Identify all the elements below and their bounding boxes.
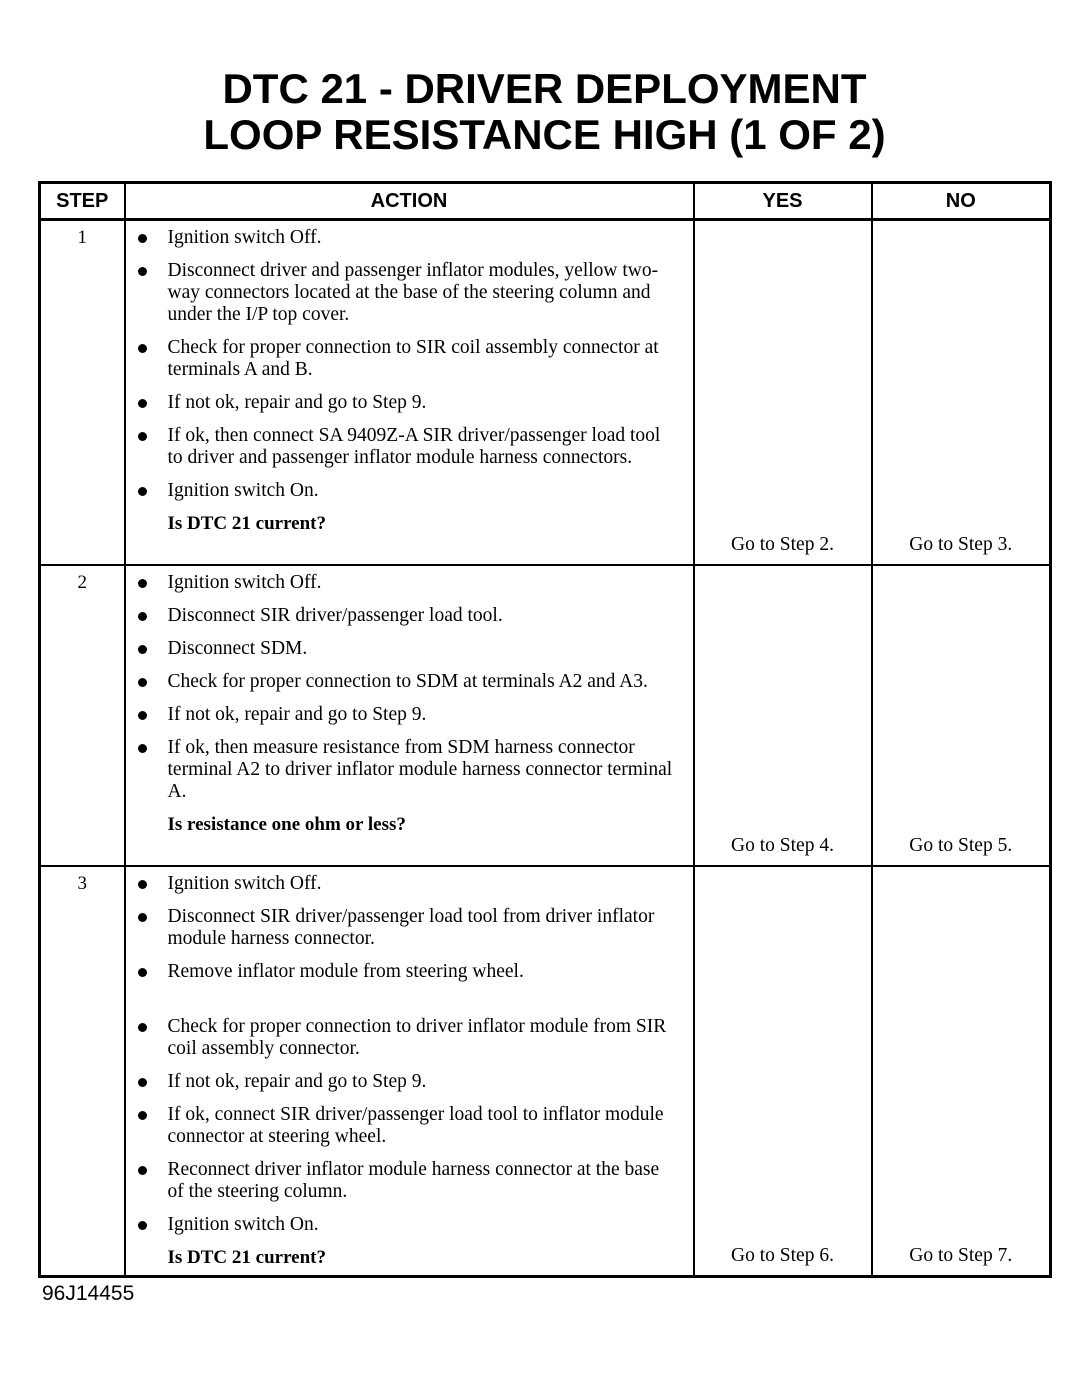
no-result: Go to Step 5. xyxy=(909,834,1013,856)
list-item: Ignition switch On. xyxy=(136,1214,679,1236)
list-item: Check for proper connection to driver inflator module from SIR coil assembly connector. xyxy=(136,1016,679,1060)
list-item: If not ok, repair and go to Step 9. xyxy=(136,392,679,414)
list-item: If not ok, repair and go to Step 9. xyxy=(136,1071,679,1093)
figure-id: 96J14455 xyxy=(42,1282,135,1305)
step-question: Is DTC 21 current? xyxy=(167,1246,327,1268)
no-cell xyxy=(872,565,1051,866)
yes-cell xyxy=(694,565,872,866)
list-item: Remove inflator module from steering wheel. xyxy=(136,961,679,983)
list-item: Ignition switch Off. xyxy=(136,572,679,594)
table-row xyxy=(40,565,1051,866)
header-action: ACTION xyxy=(125,183,694,220)
list-item: Disconnect SIR driver/passenger load tool. xyxy=(136,605,679,627)
action-cell xyxy=(125,565,694,866)
yes-result: Go to Step 6. xyxy=(731,1244,834,1266)
no-cell xyxy=(872,220,1051,565)
table-row xyxy=(40,220,1051,565)
list-item: Ignition switch Off. xyxy=(136,873,679,895)
list-item: If ok, then measure resistance from SDM harness connector terminal A2 to driver inflator module harness connector terminal A. xyxy=(136,737,679,803)
title-line-2: LOOP RESISTANCE HIGH (1 OF 2) xyxy=(203,111,886,158)
header-no: NO xyxy=(872,183,1051,220)
table-row xyxy=(40,866,1051,1277)
list-item: Check for proper connection to SDM at terminals A2 and A3. xyxy=(136,671,679,693)
step-question: Is DTC 21 current? xyxy=(167,513,327,534)
step-number: 2 xyxy=(40,565,125,866)
action-cell xyxy=(125,220,694,565)
header-yes: YES xyxy=(694,183,872,220)
yes-result: Go to Step 4. xyxy=(731,834,834,856)
header-step: STEP xyxy=(40,183,125,220)
list-item: If not ok, repair and go to Step 9. xyxy=(136,704,679,726)
yes-result: Go to Step 2. xyxy=(731,533,834,555)
list-item: Reconnect driver inflator module harness connector at the base of the steering column. xyxy=(136,1159,679,1203)
list-item: If ok, then connect SA 9409Z-A SIR driver/passenger load tool to driver and passenger inflator module harness connectors. xyxy=(136,425,679,469)
document-title xyxy=(0,66,1089,158)
list-item: Check for proper connection to SIR coil assembly connector at terminals A and B. xyxy=(136,337,679,381)
list-item: If ok, connect SIR driver/passenger load tool to inflator module connector at steering wheel. xyxy=(136,1104,679,1148)
list-item: Disconnect driver and passenger inflator modules, yellow two-way connectors located at the base of the steering column and under the I/P top cover. xyxy=(136,260,679,326)
action-cell xyxy=(125,866,694,1277)
list-item: Disconnect SDM. xyxy=(136,638,679,660)
no-cell xyxy=(872,866,1051,1277)
step-question: Is resistance one ohm or less? xyxy=(167,813,406,835)
action-list xyxy=(136,572,679,803)
step-number: 1 xyxy=(40,220,125,565)
step-number: 3 xyxy=(40,866,125,1277)
yes-cell xyxy=(694,866,872,1277)
list-item: Disconnect SIR driver/passenger load tool from driver inflator module harness connector. xyxy=(136,906,679,950)
yes-cell xyxy=(694,220,872,565)
list-item: Ignition switch Off. xyxy=(136,227,679,249)
no-result: Go to Step 3. xyxy=(909,533,1013,555)
action-list xyxy=(136,227,679,502)
diagnostic-table xyxy=(38,181,1052,1278)
action-list xyxy=(136,873,679,1236)
table-header-row xyxy=(40,183,1051,220)
title-line-1: DTC 21 - DRIVER DEPLOYMENT xyxy=(222,65,867,112)
list-item: Ignition switch On. xyxy=(136,480,679,502)
no-result: Go to Step 7. xyxy=(909,1244,1013,1266)
